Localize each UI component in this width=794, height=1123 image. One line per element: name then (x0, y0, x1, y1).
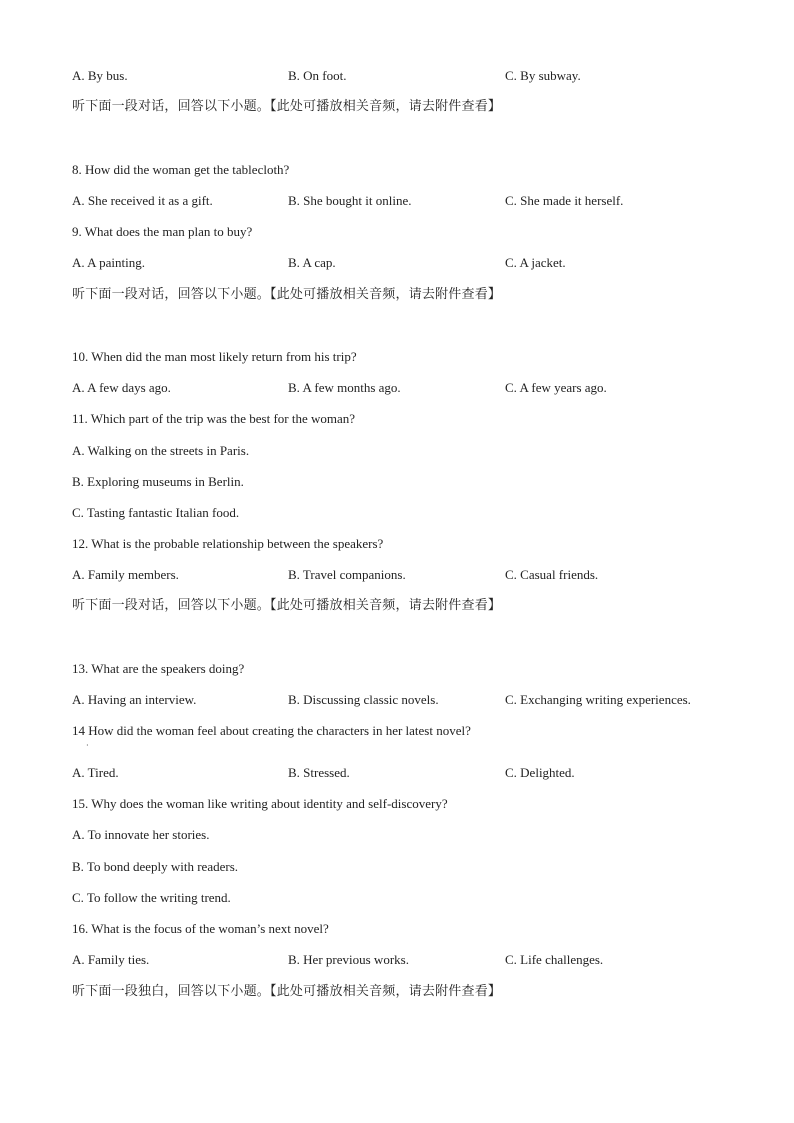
q12-option-a: A. Family members. (72, 567, 179, 582)
q16-option-c: C. Life challenges. (505, 952, 604, 967)
section-prompt: 听下面一段对话，回答以下小题。【此处可播放相关音频，请去附件查看】 (72, 99, 502, 114)
option-b: B. On foot. (288, 68, 347, 83)
question-8: 8. How did the woman get the tablecloth? (72, 162, 290, 177)
q12-option-b: B. Travel companions. (288, 567, 406, 582)
q13-option-b: B. Discussing classic novels. (288, 692, 439, 707)
stray-dot: · (86, 741, 89, 750)
question-14: 14 How did the woman feel about creating the characters in her latest novel? (72, 723, 471, 738)
q10-option-b: B. A few months ago. (288, 380, 401, 395)
question-12: 12. What is the probable relationship between the speakers? (72, 536, 384, 551)
q9-option-b: B. A cap. (288, 255, 336, 270)
question-13: 13. What are the speakers doing? (72, 661, 245, 676)
section-prompt: 听下面一段对话，回答以下小题。【此处可播放相关音频，请去附件查看】 (72, 287, 502, 302)
q14-option-b: B. Stressed. (288, 765, 350, 780)
q15-option-c: C. To follow the writing trend. (72, 890, 231, 905)
q10-option-c: C. A few years ago. (505, 380, 607, 395)
q15-option-a: A. To innovate her stories. (72, 827, 210, 842)
question-16: 16. What is the focus of the woman’s next novel? (72, 921, 329, 936)
question-15: 15. Why does the woman like writing about identity and self-discovery? (72, 796, 448, 811)
option-c: C. By subway. (505, 68, 581, 83)
section-prompt: 听下面一段对话，回答以下小题。【此处可播放相关音频，请去附件查看】 (72, 598, 502, 613)
q11-option-b: B. Exploring museums in Berlin. (72, 474, 244, 489)
q14-option-c: C. Delighted. (505, 765, 575, 780)
question-9: 9. What does the man plan to buy? (72, 224, 253, 239)
q14-option-a: A. Tired. (72, 765, 119, 780)
q11-option-c: C. Tasting fantastic Italian food. (72, 505, 240, 520)
question-11: 11. Which part of the trip was the best for the woman? (72, 411, 356, 426)
q16-option-b: B. Her previous works. (288, 952, 409, 967)
q8-option-b: B. She bought it online. (288, 193, 412, 208)
q8-option-a: A. She received it as a gift. (72, 193, 213, 208)
q8-option-c: C. She made it herself. (505, 193, 624, 208)
section-prompt-monologue: 听下面一段独白，回答以下小题。【此处可播放相关音频，请去附件查看】 (72, 984, 502, 999)
question-10: 10. When did the man most likely return from his trip? (72, 349, 357, 364)
q9-option-c: C. A jacket. (505, 255, 566, 270)
q16-option-a: A. Family ties. (72, 952, 150, 967)
q15-option-b: B. To bond deeply with readers. (72, 859, 239, 874)
q10-option-a: A. A few days ago. (72, 380, 171, 395)
q9-option-a: A. A painting. (72, 255, 145, 270)
option-a: A. By bus. (72, 68, 128, 83)
q13-option-a: A. Having an interview. (72, 692, 197, 707)
q13-option-c: C. Exchanging writing experiences. (505, 692, 691, 707)
q12-option-c: C. Casual friends. (505, 567, 599, 582)
q11-option-a: A. Walking on the streets in Paris. (72, 443, 250, 458)
